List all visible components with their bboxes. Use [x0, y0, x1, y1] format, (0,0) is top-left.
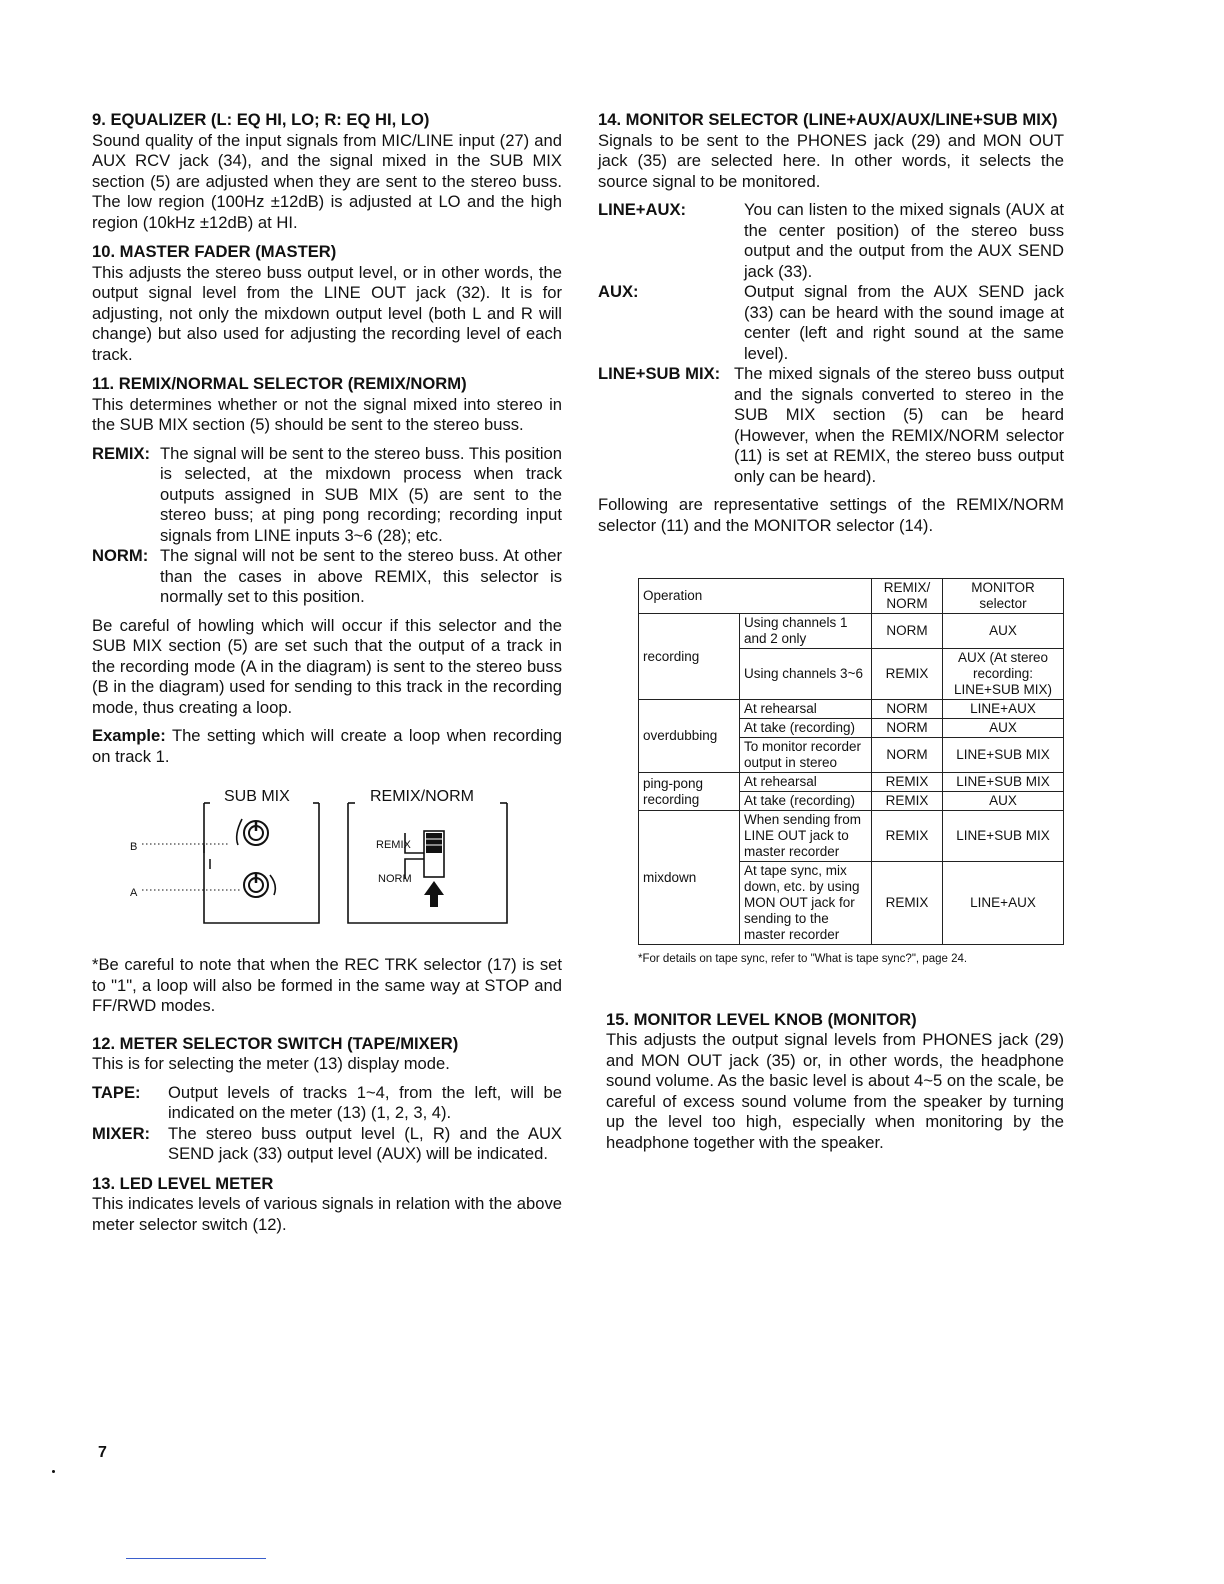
- norm-position-label: NORM: [378, 873, 412, 885]
- operation-cell: overdubbing: [639, 700, 740, 773]
- remixnorm-cell: NORM: [872, 719, 943, 738]
- condition-cell: Using channels 1 and 2 only: [740, 614, 872, 649]
- monitor-cell: AUX: [943, 792, 1064, 811]
- remixnorm-cell: REMIX: [872, 773, 943, 792]
- loop-diagram: [92, 773, 562, 943]
- section-body: Signals to be sent to the PHONES jack (29) and MON OUT jack (35) are selected here. In other words, it selects the source signal to be monitored.: [598, 130, 1064, 191]
- table-row: [639, 700, 1064, 719]
- definition-term: REMIX:: [92, 443, 151, 463]
- remix-definition: [92, 444, 562, 547]
- remixnorm-cell: REMIX: [872, 811, 943, 862]
- section-body: This is for selecting the meter (13) display mode.: [92, 1054, 450, 1073]
- table-row: [639, 811, 1064, 862]
- norm-definition: [92, 546, 562, 608]
- example-text: The setting which will create a loop when recording on track 1.: [92, 726, 563, 766]
- operation-cell: ping-pong recording: [639, 773, 740, 811]
- section-9: [92, 110, 562, 233]
- aux-definition: [598, 282, 1064, 364]
- example-term: Example:: [92, 726, 166, 745]
- table-header-monitor: MONITOR selector: [943, 579, 1064, 614]
- definition-term: NORM:: [92, 546, 149, 565]
- loop-diagram-graphic: [92, 773, 562, 943]
- table-header-operation: Operation: [639, 579, 872, 614]
- caution-text: Be careful of howling which will occur if this selector and the SUB MIX section (5) are set such that the output of a track in the recording mode (A in the diagram) is sent to the stereo buss (B in the diagram) used for sending to this track in the recording mode, thus creating a loop.: [92, 615, 562, 717]
- definition-text: The mixed signals of the stereo buss output and the signals converted to stereo in the SUB MIX section (5) can be heard (However, when the REMIX/NORM selector (11) is set at REMIX, the stereo buss output only can be heard).: [734, 364, 1064, 486]
- section-10: [92, 242, 562, 365]
- monitor-cell: AUX: [943, 719, 1064, 738]
- condition-cell: At tape sync, mix down, etc. by using MON OUT jack for sending to the master recorder: [740, 862, 872, 945]
- settings-table: [638, 578, 1064, 945]
- definition-text: The signal will not be sent to the stereo buss. At other than the cases in above REMIX, this selector is normally set to this position.: [160, 546, 562, 606]
- definition-term: LINE+SUB MIX:: [598, 364, 721, 383]
- monitor-cell: LINE+SUB MIX: [943, 811, 1064, 862]
- condition-cell: At take (recording): [740, 792, 872, 811]
- a-label: A: [130, 887, 138, 899]
- section-heading: 10. MASTER FADER (MASTER): [92, 242, 337, 261]
- section-14: [598, 110, 1064, 536]
- following-text: Following are representative settings of the REMIX/NORM selector (11) and the MONITOR selector (14).: [598, 495, 1064, 535]
- line-submix-definition: [598, 364, 1064, 487]
- remixnorm-cell: NORM: [872, 700, 943, 719]
- definition-term: AUX:: [598, 282, 639, 301]
- line-aux-definition: [598, 200, 1064, 282]
- left-column: [92, 110, 562, 1244]
- section-body: This adjusts the stereo buss output level, or in other words, the output signal level from the LINE OUT jack (32). It is for adjusting, not only the mixdown output level (both L and R will change) but also used for adjusting the recording level of each track.: [92, 262, 562, 364]
- example-paragraph: [92, 726, 562, 767]
- section-body: This indicates levels of various signals in relation with the above meter selector switch (12).: [92, 1194, 562, 1234]
- section-heading: 9. EQUALIZER (L: EQ HI, LO; R: EQ HI, LO): [92, 110, 430, 129]
- section-heading: 14. MONITOR SELECTOR (LINE+AUX/AUX/LINE+SUB MIX): [598, 110, 1058, 129]
- section-15: [606, 1010, 1064, 1154]
- definition-term: LINE+AUX:: [598, 200, 687, 219]
- definition-term: TAPE:: [92, 1082, 141, 1102]
- table-row: [639, 773, 1064, 792]
- monitor-cell: LINE+SUB MIX: [943, 773, 1064, 792]
- section-body: This adjusts the output signal levels from PHONES jack (29) and MON OUT jack (35) or, in other words, the headphone sound volume. As the basic level is about 4~5 on the scale, be careful of excess sound volume from the speaker by turning up the level too high, especially when monitoring by the headphone together with the speaker.: [606, 1030, 1065, 1152]
- definition-term: MIXER:: [92, 1123, 151, 1143]
- definition-text: Output levels of tracks 1~4, from the left, will be indicated on the meter (13) (1, 2, 3, 4).: [168, 1082, 562, 1122]
- monitor-cell: AUX: [943, 614, 1064, 649]
- section-13: [92, 1174, 562, 1236]
- condition-cell: To monitor recorder output in stereo: [740, 738, 872, 773]
- section-heading: 15. MONITOR LEVEL KNOB (MONITOR): [606, 1009, 917, 1029]
- operation-cell: recording: [639, 614, 740, 700]
- loop-footnote: *Be careful to note that when the REC TRK selector (17) is set to "1", a loop will also be formed in the same way at STOP and FF/RWD modes.: [92, 955, 562, 1015]
- monitor-cell: LINE+SUB MIX: [943, 738, 1064, 773]
- submix-label: SUB MIX: [224, 788, 290, 805]
- section-12: [92, 1034, 562, 1165]
- mixer-definition: [92, 1124, 562, 1165]
- remixnorm-cell: REMIX: [872, 862, 943, 945]
- page-number: 7: [98, 1444, 107, 1461]
- section-11: [92, 374, 562, 1017]
- b-label: B: [130, 841, 138, 853]
- remixnorm-cell: REMIX: [872, 792, 943, 811]
- condition-cell: When sending from LINE OUT jack to master recorder: [740, 811, 872, 862]
- section-heading: 12. METER SELECTOR SWITCH (TAPE/MIXER): [92, 1033, 459, 1053]
- condition-cell: At rehearsal: [740, 700, 872, 719]
- remixnorm-cell: NORM: [872, 614, 943, 649]
- monitor-cell: LINE+AUX: [943, 862, 1064, 945]
- section-body: Sound quality of the input signals from MIC/LINE input (27) and AUX RCV jack (34), and the signal mixed in the SUB MIX section (5) are adjusted when they are sent to the stereo buss. The low region (100Hz ±12dB) is adjusted at LO and the high region (10kHz ±12dB) at HI.: [92, 130, 562, 232]
- tape-definition: [92, 1083, 562, 1124]
- condition-cell: At take (recording): [740, 719, 872, 738]
- remixnorm-cell: REMIX: [872, 649, 943, 700]
- table-row: [639, 614, 1064, 649]
- table-footnote: *For details on tape sync, refer to "What is tape sync?", page 24.: [638, 953, 968, 965]
- definition-text: The stereo buss output level (L, R) and the AUX SEND jack (33) output level (AUX) will be indicated.: [168, 1123, 562, 1163]
- monitor-cell: AUX (At stereo recording: LINE+SUB MIX): [943, 649, 1064, 700]
- section-body: This determines whether or not the signal mixed into stereo in the SUB MIX section (5) should be sent to the stereo buss.: [92, 394, 562, 434]
- definition-text: You can listen to the mixed signals (AUX at the center position) of the stereo buss output and the output from the AUX SEND jack (33).: [744, 200, 1064, 281]
- remixnorm-label: REMIX/NORM: [370, 788, 474, 805]
- remix-position-label: REMIX: [376, 839, 411, 851]
- right-column: [598, 110, 1064, 1162]
- table-header-remixnorm: REMIX/ NORM: [872, 579, 943, 614]
- margin-dot: [52, 1470, 55, 1473]
- bottom-rule: [126, 1558, 266, 1559]
- section-heading: 13. LED LEVEL METER: [92, 1173, 274, 1193]
- section-heading: 11. REMIX/NORMAL SELECTOR (REMIX/NORM): [92, 374, 467, 393]
- table-header-row: [639, 579, 1064, 614]
- monitor-cell: LINE+AUX: [943, 700, 1064, 719]
- remixnorm-cell: NORM: [872, 738, 943, 773]
- definition-text: The signal will be sent to the stereo buss. This position is selected, at the mixdown process when track outputs assigned in SUB MIX (5) are sent to the stereo buss; at ping pong recording; recording input signals from LINE inputs 3~6 (28); etc.: [160, 443, 562, 545]
- condition-cell: Using channels 3~6: [740, 649, 872, 700]
- condition-cell: At rehearsal: [740, 773, 872, 792]
- operation-cell: mixdown: [639, 811, 740, 945]
- definition-text: Output signal from the AUX SEND jack (33) can be heard with the sound image at center (left and right sound at the same level).: [744, 282, 1064, 363]
